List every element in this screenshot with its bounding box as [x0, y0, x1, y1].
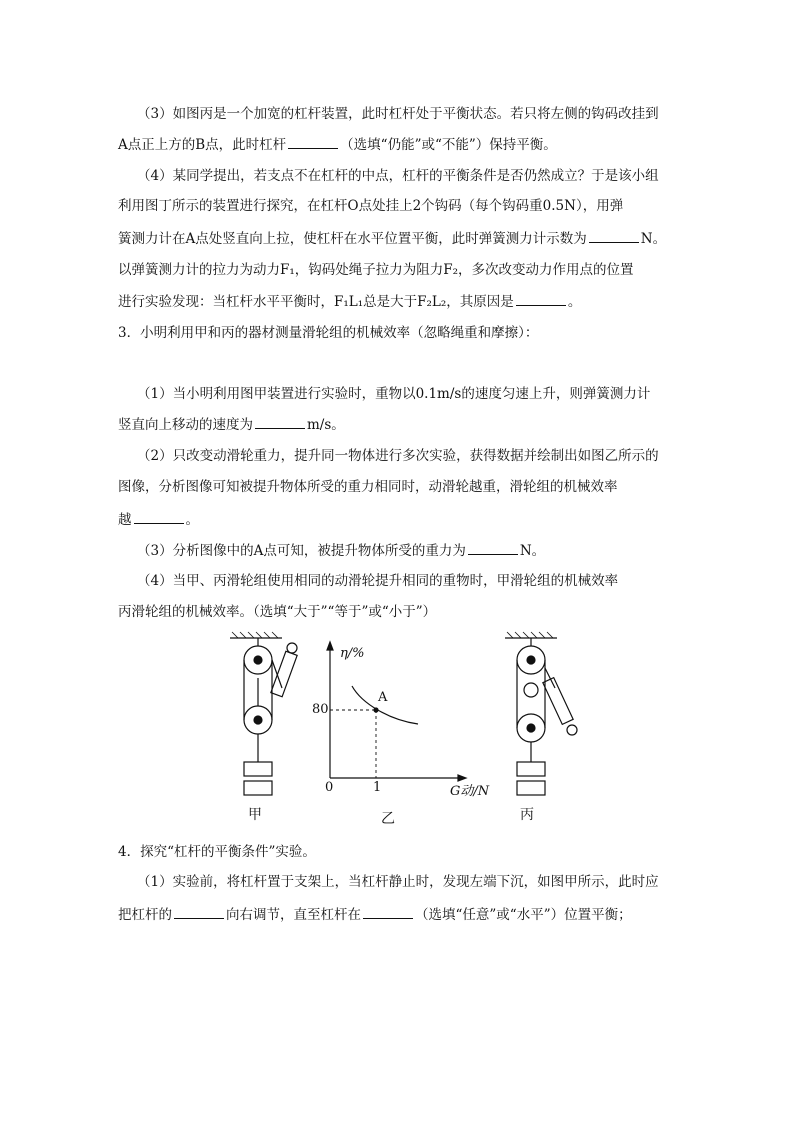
q3-part1-line2	[118, 414, 345, 435]
q4-part1-line2	[118, 904, 632, 925]
q2-part4-line1: （4）某同学提出，若支点不在杠杆的中点，杠杆的平衡条件是否仍然成立？于是该小组	[137, 168, 659, 184]
point-a	[374, 708, 378, 712]
q2-part3-text-a: A点正上方的B点，此时杠杆	[118, 137, 287, 153]
q2-part3-text-b: （选填“仍能”或“不能”）保持平衡。	[340, 137, 557, 153]
q2-part4-line3	[118, 228, 666, 249]
pulley-system-jia	[230, 632, 297, 795]
graph-x-axis-label: G动/N	[450, 784, 490, 799]
answer-blank[interactable]	[134, 509, 184, 524]
answer-blank[interactable]	[589, 228, 639, 243]
graph-point-label: A	[378, 690, 388, 705]
q2-part3-line1: （3）如图丙是一个加宽的杠杆装置，此时杠杆处于平衡状态。若只将左侧的钩码改挂到	[137, 106, 659, 122]
q2-part4-line5	[118, 291, 581, 312]
q4-part1-text-b: 向右调节，直至杠杆在	[226, 907, 361, 923]
q2-part4-line2: 利用图丁所示的装置进行探究，在杠杆O点处挂上2个钩码（每个钩码重0.5N），用弹	[118, 198, 624, 214]
q3-part4-line2: 丙滑轮组的机械效率。（选填“大于”“等于”或“小于”）	[118, 604, 437, 620]
q3-part1-text-b: m/s。	[307, 417, 345, 433]
q2-part4-text-a: 簧测力计在A点处竖直向上拉，使杠杆在水平位置平衡，此时弹簧测力计示数为	[118, 231, 587, 247]
graph-y-tick-label: 80	[312, 702, 329, 717]
answer-blank[interactable]	[363, 904, 413, 919]
q3-part2-line3	[118, 509, 199, 530]
graph-x-tick-label: 1	[373, 780, 382, 795]
graph-y-axis-label: η/%	[340, 646, 365, 661]
pulley-figures	[200, 628, 600, 828]
q3-stem: 3．小明利用甲和丙的器材测量滑轮组的机械效率（忽略绳重和摩擦）：	[118, 325, 539, 341]
figure-label-bing: 丙	[520, 807, 534, 823]
answer-blank[interactable]	[174, 904, 224, 919]
q2-part4-text-d: 。	[567, 294, 582, 310]
q3-part1-text-a: 竖直向上移动的速度为	[118, 417, 253, 433]
efficiency-graph-yi	[327, 642, 466, 781]
q2-part4-line4: 以弹簧测力计的拉力为动力F₁，钩码处绳子拉力为阻力F₂，多次改变动力作用点的位置	[118, 262, 634, 278]
q3-part2-text-b: 。	[185, 512, 199, 528]
figure-label-jia: 甲	[248, 807, 262, 823]
q2-part4-text-c: 进行实验发现：当杠杆水平平衡时，F₁L₁总是大于F₂L₂，其原因是	[118, 294, 514, 310]
pulley-system-bing	[505, 632, 577, 795]
answer-blank[interactable]	[255, 414, 305, 429]
q2-part4-text-b: N。	[640, 231, 667, 247]
q3-part2-line2: 图像，分析图像可知被提升物体所受的重力相同时，动滑轮越重，滑轮组的机械效率	[118, 479, 618, 495]
q4-part1-text-a: 把杠杆的	[118, 907, 172, 923]
q3-part3-line1	[137, 540, 545, 561]
answer-blank[interactable]	[468, 540, 518, 555]
answer-blank[interactable]	[288, 134, 338, 149]
q4-part1-text-c: （选填“任意”或“水平”）位置平衡；	[415, 907, 632, 923]
graph-origin-label: 0	[325, 780, 334, 795]
q4-stem: 4．探究“杠杆的平衡条件”实验。	[118, 844, 316, 860]
figure-label-yi: 乙	[381, 811, 395, 827]
q4-part1-line1: （1）实验前，将杠杆置于支架上，当杠杆静止时，发现左端下沉，如图甲所示，此时应	[137, 874, 659, 890]
answer-blank[interactable]	[516, 291, 566, 306]
q3-part2-line1: （2）只改变动滑轮重力，提升同一物体进行多次实验，获得数据并绘制出如图乙所示的	[137, 448, 659, 464]
q3-part3-text-a: （3）分析图像中的A点可知，被提升物体所受的重力为	[137, 543, 466, 559]
q2-part3-line2	[118, 134, 557, 155]
q3-part3-text-b: N。	[519, 543, 546, 559]
q3-part1-line1: （1）当小明利用图甲装置进行实验时，重物以0.1m/s的速度匀速上升，则弹簧测力计	[137, 386, 651, 402]
q3-part2-text-a: 越	[118, 512, 132, 528]
q3-part4-line1: （4）当甲、丙滑轮组使用相同的动滑轮提升相同的重物时，甲滑轮组的机械效率	[137, 573, 619, 589]
